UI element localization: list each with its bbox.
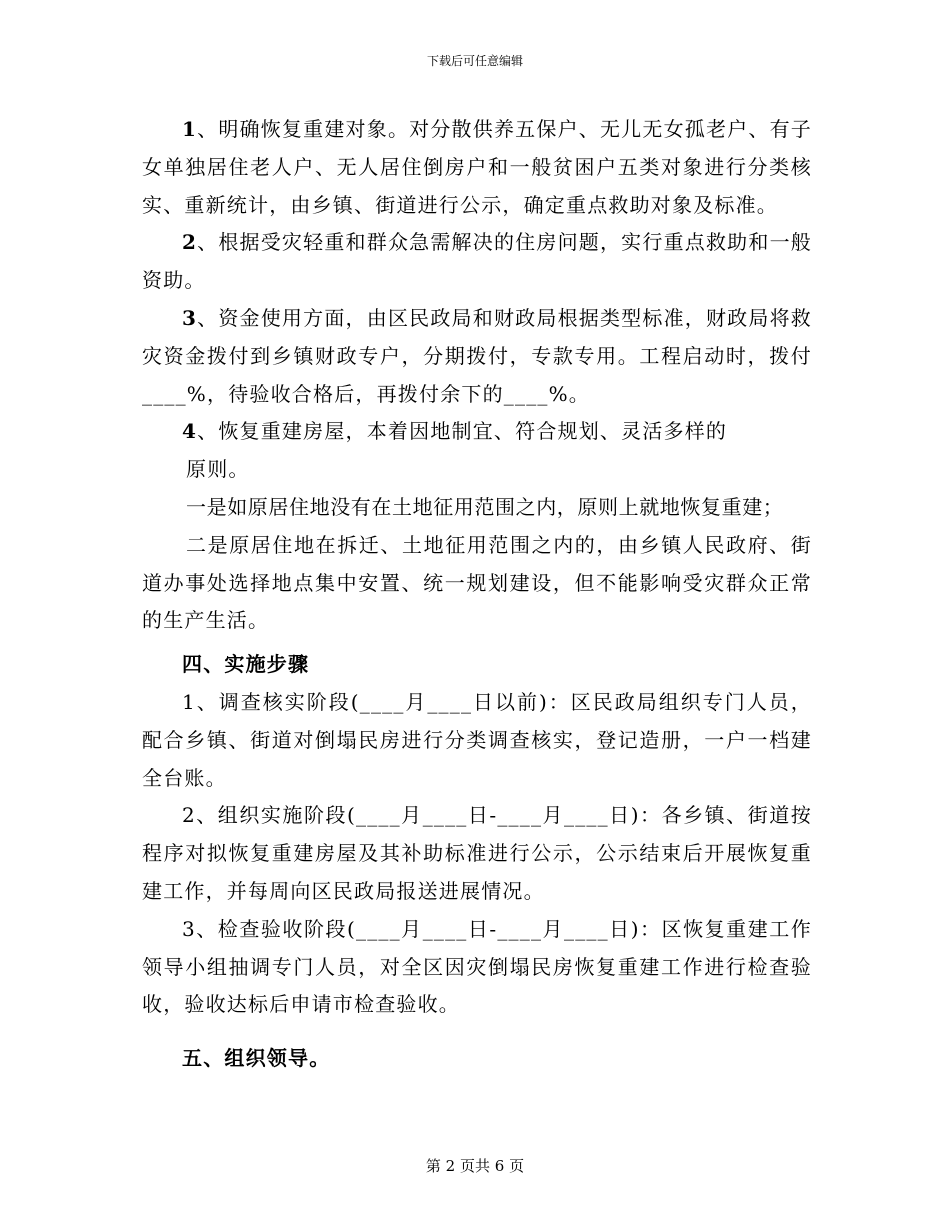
paragraph-6: 二是原居住地在拆迁、土地征用范围之内的，由乡镇人民政府、街道办事处选择地点集中安置、统一规划建设，但不能影响受灾群众正常的生产生活。 xyxy=(142,532,812,633)
paragraph-3-text: 、资金使用方面，由区民政局和财政局根据类型标准，财政局将救灾资金拨付到乡镇财政专户，分期拨付，专款专用。工程启动时，拨付____%，待验收合格后，再拨付余下的____%。 xyxy=(142,305,812,406)
step-3: 3、检查验收阶段(____月____日-____月____日)：区恢复重建工作领导小组抽调专门人员，对全区因灾倒塌民房恢复重建工作进行检查验收，验收达标后申请市检查验收。 xyxy=(142,916,812,1017)
paragraph-1-number: 1 xyxy=(182,117,198,141)
page-header: 下载后可任意编辑 xyxy=(426,54,523,68)
paragraph-4-text: 、恢复重建房屋，本着因地制宜、符合规划、灵活多样的 xyxy=(197,419,728,444)
paragraph-1-text: 、明确恢复重建对象。对分散供养五保户、无儿无女孤老户、有子女单独居住老人户、无人居住倒房户和一般贫困户五类对象进行分类核实、重新统计，由乡镇、街道进行公示，确定重点救助对象及标准。 xyxy=(142,117,812,217)
paragraph-4b: 原则。 xyxy=(186,457,250,482)
heading-5: 五、组织领导。 xyxy=(182,1046,331,1071)
paragraph-5: 一是如原居住地没有在土地征用范围之内，原则上就地恢复重建； xyxy=(186,494,784,519)
paragraph-2 xyxy=(142,224,812,300)
document-body xyxy=(142,111,812,1078)
paragraph-3-number: 3 xyxy=(182,305,198,330)
paragraph-1 xyxy=(142,111,812,224)
paragraph-3 xyxy=(142,300,812,413)
paragraph-4-number: 4 xyxy=(182,419,198,444)
paragraph-2-text: 、根据受灾轻重和群众急需解决的住房问题，实行重点救助和一般资助。 xyxy=(142,230,812,293)
page-footer: 第 2 页共 6 页 xyxy=(425,1157,525,1175)
heading-4: 四、实施步骤 xyxy=(182,652,310,677)
paragraph-2-number: 2 xyxy=(182,230,198,255)
step-2: 2、组织实施阶段(____月____日-____月____日)：各乡镇、街道按程序对拟恢复重建房屋及其补助标准进行公示，公示结束后开展恢复重建工作，并每周向区民政局报送进展情况。 xyxy=(142,803,812,903)
paragraph-4 xyxy=(142,413,812,451)
step-1: 1、调查核实阶段(____月____日以前)：区民政局组织专门人员，配合乡镇、街道对倒塌民房进行分类调查核实，登记造册，一户一档建全台账。 xyxy=(142,689,812,790)
